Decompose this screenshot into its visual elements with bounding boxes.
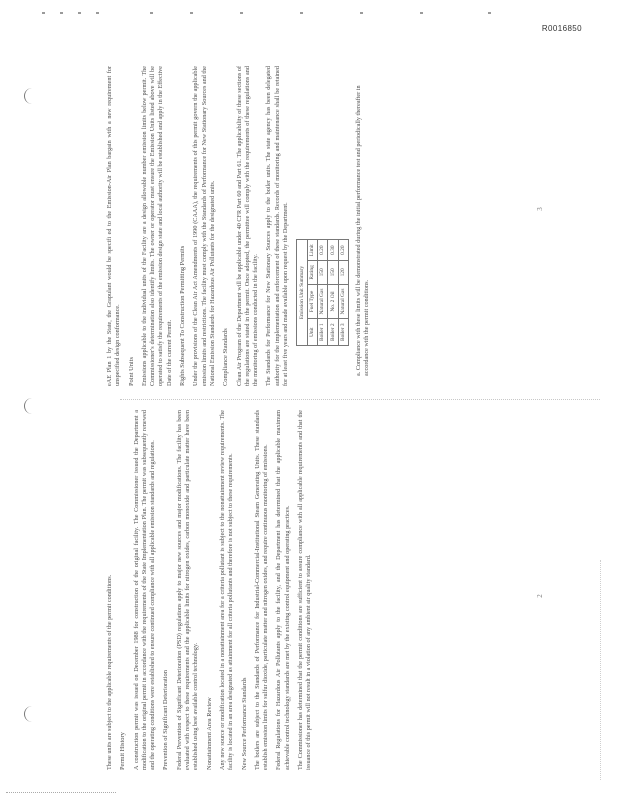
table-cell: Boiler 3 [338,319,348,346]
section-heading: Rights Subsequent To Construction Permitting Permits [179,245,187,386]
document-page-top-half [106,66,506,386]
paragraph: These units are subject to the applicable requirements of the permit conditions. [106,574,113,770]
scan-bottom-rule [6,792,116,793]
table-cell: 0.20 [338,240,348,261]
table-cell: 120 [338,261,348,284]
section-heading: Prevention of Significant Deterioration [162,670,170,770]
table-cell: 150 [317,261,327,284]
table-cell: 150 [328,261,338,284]
paragraph: Federal Regulations for Hazardous Air Pollutants apply to the facility, and the Department has determined that the applicable maximum achievable control technology standards are met by the existing control equipment and operating practices. [275,410,291,770]
page-number: 3 [535,207,544,211]
table-header: Fuel Type [307,284,317,319]
table-header: Unit [307,319,317,346]
table-row [328,240,338,346]
scan-tick [240,12,243,14]
scan-tick [42,12,45,14]
scan-tick [360,12,363,14]
binder-hole-icon [24,398,33,414]
paragraph: Emissions applicable to the individual units of the Facility are a design allowable number emission limits below permit. The Commissioner's determination also identify limits. The owner or operator must ensure the Emission Units listed above will be operated to satisfy the requirements of the emission design state and local authority will be established and apply in the Effective Date of the current Permit. [140,66,173,386]
section-heading: New Source Performance Standards [240,677,248,770]
scan-tick [150,12,153,14]
table-cell: Natural Gas [338,284,348,319]
paragraph: The Standards for Performance for New Stationary Sources apply to the boiler units. The state agency has been delegated authority for the implementation and enforcement of these standards. Records of monitoring and maintenance shall be retained for at least five years and made available upon request by the Department. [265,66,290,386]
section-heading: Nonattainment Area Review [205,697,213,770]
scan-tick [78,12,81,14]
table-cell: Boiler 2 [328,319,338,346]
paragraph: A construction permit was issued on December 1988 for construction of the original facility. The Commissioner issued the Department a modification to the original permit in accordance with the requirements of the State Implementation Plan. The permit was subsequently renewed and the operating conditions were established to ensure continued compliance with all applicable emission standards and regulations. [132,410,157,770]
section-heading: Permit History [119,732,127,770]
scan-tick [96,12,99,14]
document-id: R0016850 [541,24,582,33]
document-page-bottom-half [106,410,506,770]
table-cell: Boiler 1 [317,319,327,346]
table-header: Limit [307,240,317,261]
section-heading: Point Units [127,357,135,386]
binder-hole-icon [24,88,33,104]
scan-tick [488,12,491,14]
scan-tick [60,12,63,14]
page-fold-divider [120,399,600,400]
table-caption: Emission Unit Summary [297,240,307,346]
scan-edge-rule [600,560,601,780]
paragraph: eAE Plan 1 by the State, the Grapulant would be specifi ed to the Emission-Air Plan bargain with a new requirement for unspecified design conformance. [106,66,122,386]
table-cell: 0.30 [328,240,338,261]
table-cell: Natural Gas [317,284,327,319]
table-row [317,240,327,346]
scan-tick [420,12,423,14]
paragraph: Any new source or modification located in a nonattainment area for a criteria pollutant is subject to the nonattainment review requirements. The facility is located in an area designated as attainment for all criteria pollutants and therefore is not subject to these requirements. [218,410,235,770]
paragraph: Under the provisions of the Clean Air Act Amendments of 1990 (CAAA), the requirements of this permit govern the applicable emission limits and restrictions. The facility must comply with the Standards of Performance for New Stationary Sources and the National Emission Standards for Hazardous Air Pollutants for the designated units. [192,66,216,386]
emission-summary-table [296,239,348,346]
page-number: 2 [535,594,544,598]
table-header: Rating [307,261,317,284]
scan-tick [190,12,193,14]
table-cell: 0.20 [317,240,327,261]
binder-hole-icon [24,706,33,722]
paragraph: Clean Air Program of the Department will be applicable under 40 CFR Part 60 and Part 61. The applicability of these sections of the regulations are stated in the permit. Once adopted, the permittee will comply with the requirements of these regulations and the monitoring of emissions conducted in the facility. [235,66,260,386]
paragraph: The Commissioner has determined that the permit conditions are sufficient to assure compliance with all applicable requirements and that the issuance of this permit will not result in a violation of any ambient air quality standard. [297,410,313,770]
document-id-stamp [520,22,582,38]
section-heading: Compliance Standards [222,328,230,386]
paragraph: Federal Prevention of Significant Deterioration (PSD) regulations apply to major new sources and major modifications. The facility has been evaluated with respect to these requirements and the applicable limits for nitrogen oxides, carbon monoxide and particulate matter have been established using best available control technology. [175,410,200,770]
table-row [338,240,348,346]
table-cell: No. 2 Oil [328,284,338,319]
footnote: a. Compliance with these limits will be demonstrated during the initial performance test and periodically thereafter in accordance with the permit conditions. [354,85,371,376]
scan-tick [300,12,303,14]
paragraph: The boilers are subject to the Standards of Performance for Industrial-Commercial-Institutional Steam Generating Units. These standards establish emission limits for sulfur dioxide, particulate matter and nitrogen oxides, and require continuous monitoring of emissions. [253,410,270,770]
